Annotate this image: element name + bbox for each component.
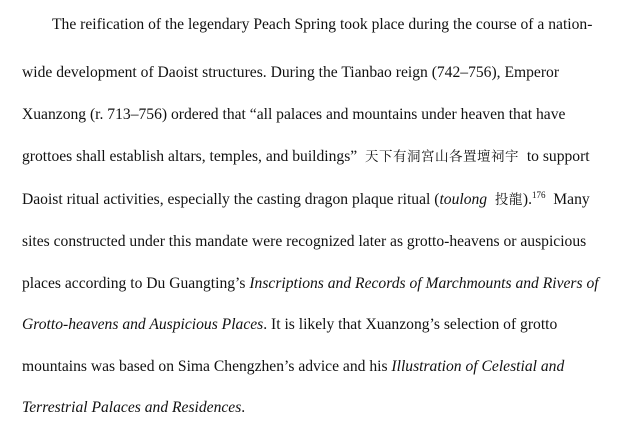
paragraph-line: [22, 145, 634, 169]
chinese-quotation: 天下有洞宮山各置壇祠宇: [365, 149, 520, 165]
book-title: Terrestrial Palaces and Residences: [22, 399, 242, 416]
line-text: places according to Du Guangting’s: [22, 275, 250, 292]
paragraph-line: [22, 103, 634, 127]
paragraph-line: [22, 396, 634, 420]
line-text: .: [241, 399, 246, 416]
line-text: Many: [553, 191, 590, 208]
line-text: sites constructed under this mandate were recognized later as grotto-heavens or auspicious: [22, 233, 587, 250]
footnote-marker[interactable]: 176: [531, 189, 546, 200]
chinese-term: 投龍: [494, 192, 523, 208]
paragraph-line: [52, 13, 634, 37]
line-text: Xuanzong (r. 713–756) ordered that “all palaces and mountains under heaven that have: [22, 106, 566, 123]
line-text: to support: [526, 148, 590, 165]
line-text: . It is likely that Xuanzong’s selection of grotto: [263, 316, 558, 333]
paragraph-line: [22, 188, 634, 212]
book-title: Illustration of Celestial and: [391, 358, 565, 375]
italic-term: toulong: [439, 191, 488, 208]
line-text: mountains was based on Sima Chengzhen’s advice and his: [22, 358, 392, 375]
paragraph-line: [22, 230, 634, 254]
line-text: grottoes shall establish altars, temples, and buildings”: [22, 148, 358, 165]
book-title: Inscriptions and Records of Marchmounts and Rivers of: [249, 275, 599, 292]
book-title: Grotto-heavens and Auspicious Places: [22, 316, 264, 333]
paragraph-line: [22, 61, 634, 85]
paragraph-line: [22, 355, 634, 379]
line-text: ).: [522, 191, 532, 208]
line-text: The reification of the legendary Peach Spring took place during the course of a nation-: [52, 16, 593, 33]
line-text: wide development of Daoist structures. During the Tianbao reign (742–756), Emperor: [22, 64, 560, 81]
line-text: Daoist ritual activities, especially the casting dragon plaque ritual (: [22, 191, 440, 208]
paragraph-line: [22, 313, 634, 337]
paragraph-line: [22, 272, 634, 296]
